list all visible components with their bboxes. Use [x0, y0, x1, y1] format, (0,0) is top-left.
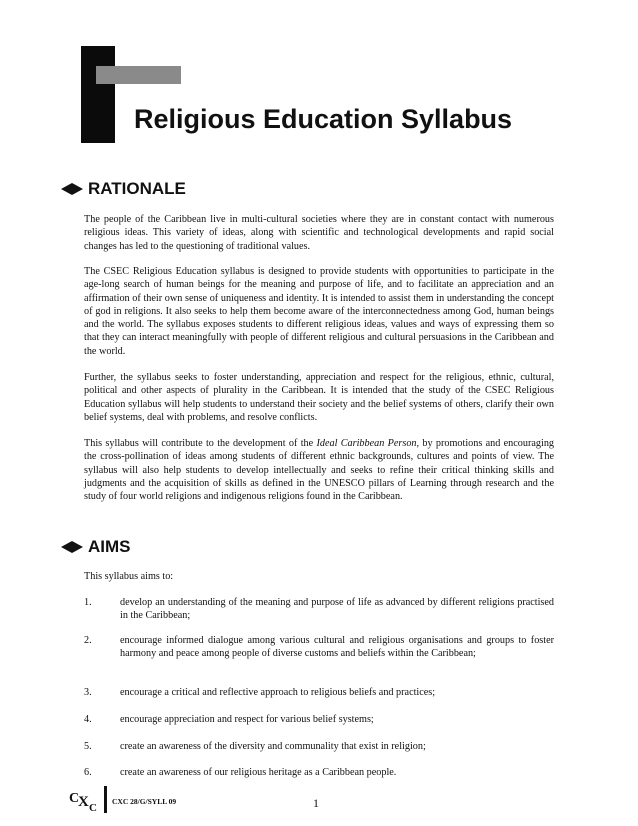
title-decoration-black-bar: [81, 46, 115, 143]
aims-item-number: 2.: [84, 635, 92, 646]
svg-text:C: C: [89, 802, 97, 813]
diamond-bullet-icon: [61, 183, 83, 195]
aims-item-text: develop an understanding of the meaning and purpose of life as advanced by different religions practised in the Caribbean;: [120, 597, 554, 622]
page-title: Religious Education Syllabus: [134, 104, 513, 134]
aims-item-number: 5.: [84, 741, 92, 752]
rationale-heading-text: RATIONALE: [88, 179, 186, 198]
aims-item-text: encourage appreciation and respect for various belief systems;: [120, 714, 374, 725]
title-decoration-grey-bar: [96, 66, 181, 84]
rationale-paragraph-3: Further, the syllabus seeks to foster understanding, appreciation and respect for the religious, ethnic, cultural, political and other aspects of plurality in the Caribbean. It is intended that the study of the CSEC Religious Education syllabus will help students to understand their society and the belief systems of others, clarify their own belief systems, deal with problems, and resolve conflicts.: [84, 372, 554, 423]
aims-heading-text: AIMS: [88, 537, 131, 556]
svg-text:C: C: [69, 791, 80, 806]
aims-item-text: encourage informed dialogue among various cultural and religious organisations and groups to foster harmony and peace among people of diverse customs and beliefs within the Caribbean;: [120, 635, 554, 660]
svg-text:X: X: [78, 794, 89, 810]
aims-item-number: 6.: [84, 767, 92, 778]
footer-divider-bar: [104, 786, 107, 813]
rationale-heading: [61, 179, 186, 199]
document-code: CXC 28/G/SYLL 09: [112, 797, 177, 806]
aims-item-number: 4.: [84, 714, 92, 725]
aims-item-text: create an awareness of the diversity and communality that exist in religion;: [120, 741, 426, 752]
aims-item-number: 1.: [84, 597, 92, 608]
cxc-logo: [67, 787, 103, 813]
aims-item-number: 3.: [84, 687, 92, 698]
rationale-paragraph-4: [84, 437, 554, 503]
page-number: 1: [313, 796, 319, 810]
paragraph-text: This syllabus will contribute to the development of the: [84, 438, 317, 449]
aims-item-text: encourage a critical and reflective approach to religious beliefs and practices;: [120, 687, 436, 698]
rationale-paragraph-1: The people of the Caribbean live in multi-cultural societies where they are in constant contact with numerous religious ideas. This variety of ideas, along with scientific and technological developments and rapid social changes has led to the questioning of traditional values.: [84, 214, 554, 252]
rationale-paragraph-2: The CSEC Religious Education syllabus is designed to provide students with opportunities to participate in the age-long search of human beings for the meaning and purpose of life, and to facilitate an appreciation and an affirmation of their own sense of uniqueness and identity. It is intended to assist them in understanding the concept of god in religions. It also seeks to help them become aware of the interconnectedness among God, human beings and the world. The syllabus exposes students to different religious ideas, values and ways of expressing them so that they can interact meaningfully with people of different religious and cultural persuasions in the Caribbean and the world.: [84, 266, 554, 357]
paragraph-text: , by promotions and encouraging the cross-pollination of ideas among students of different ethnic backgrounds, cultures and points of view. The syllabus will also help students to develop intellectually and seeks to refine their critical thinking skills and judgments and the acquisition of skills as defined in the UNESCO pillars of Learning through research and the study of four world religions and indigenous religions found in the Caribbean.: [84, 438, 555, 503]
aims-intro: This syllabus aims to:: [84, 571, 174, 582]
diamond-bullet-icon: [61, 541, 83, 553]
aims-heading: [61, 537, 131, 557]
ideal-caribbean-person-emphasis: Ideal Caribbean Person: [316, 438, 417, 449]
aims-item-text: create an awareness of our religious heritage as a Caribbean people.: [120, 767, 397, 778]
